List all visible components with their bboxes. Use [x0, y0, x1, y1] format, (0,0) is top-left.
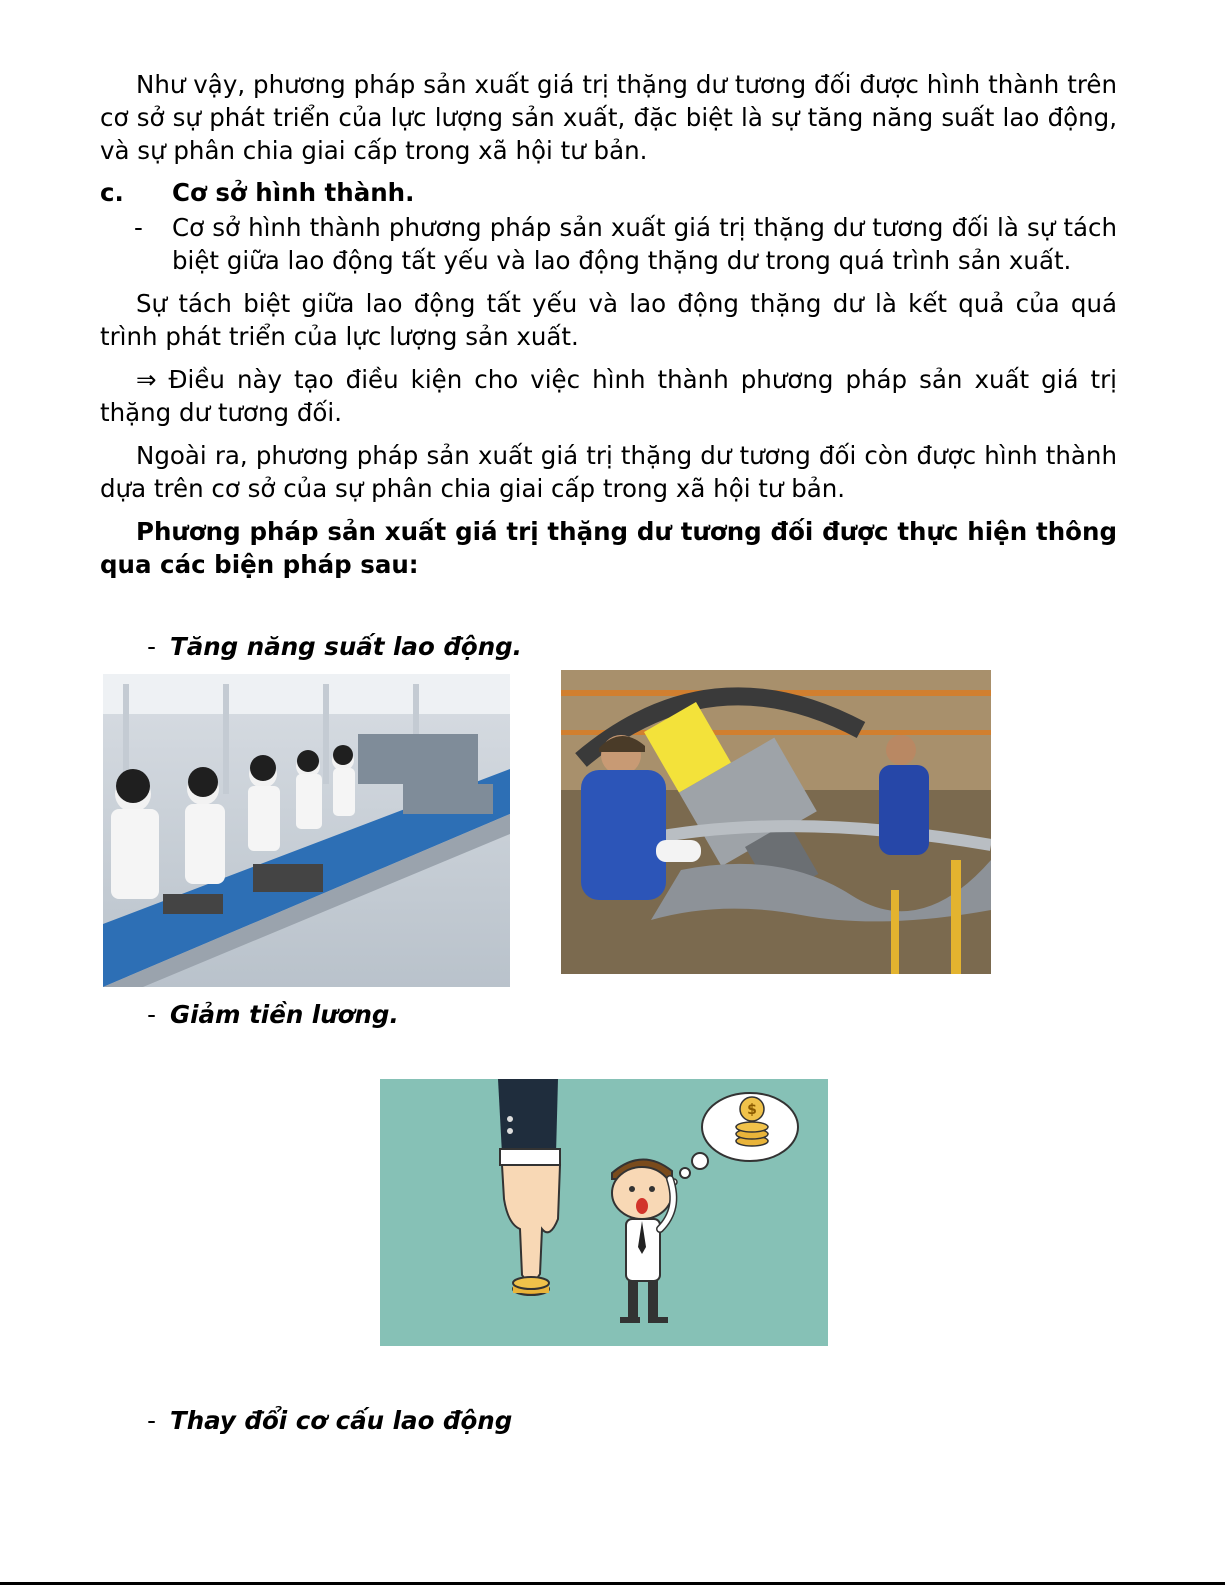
measure-label: Tăng năng suất lao động.	[170, 632, 522, 661]
measure-item-labor-structure	[100, 1404, 512, 1437]
paragraph-intro: Như vậy, phương pháp sản xuất giá trị thặng dư tương đối được hình thành trên cơ sở sự phát triển của lực lượng sản xuất, đặc biệt là sự tăng năng suất lao động, và sự phân chia giai cấp trong xã hội tư bản.	[100, 70, 1117, 165]
automotive-workers-photo	[561, 670, 991, 974]
list-dash: -	[147, 1000, 156, 1029]
document-page	[100, 68, 1117, 581]
section-number: c.	[100, 178, 124, 207]
wage-reduction-illustration	[380, 1079, 828, 1346]
list-dash: -	[147, 632, 156, 661]
section-title: Cơ sở hình thành.	[172, 178, 415, 207]
measure-item-productivity	[100, 630, 522, 663]
list-dash: -	[134, 213, 143, 242]
coin-dollar-sign: $	[747, 1102, 757, 1118]
paragraph-separation: Sự tách biệt giữa lao động tất yếu và lao động thặng dư là kết quả của quá trình phát triển của lực lượng sản xuất.	[100, 289, 1117, 351]
list-dash: -	[147, 1406, 156, 1435]
basis-list-item	[100, 211, 1117, 277]
basis-text: Cơ sở hình thành phương pháp sản xuất giá trị thặng dư tương đối là sự tách biệt giữa lao động tất yếu và lao động thặng dư trong quá trình sản xuất.	[172, 213, 1117, 275]
paragraph-class-division: Ngoài ra, phương pháp sản xuất giá trị thặng dư tương đối còn được hình thành dựa trên cơ sở của sự phân chia giai cấp trong xã hội tư bản.	[100, 441, 1117, 503]
measure-label: Giảm tiền lương.	[170, 1000, 399, 1029]
paragraph-conclusion: ⇒ Điều này tạo điều kiện cho việc hình thành phương pháp sản xuất giá trị thặng dư tương đối.	[100, 365, 1117, 427]
section-heading-c	[100, 176, 1117, 209]
factory-assembly-line-photo	[103, 674, 510, 987]
paragraph-measures-intro: Phương pháp sản xuất giá trị thặng dư tương đối được thực hiện thông qua các biện pháp sau:	[100, 517, 1117, 579]
measure-item-wage	[100, 998, 399, 1031]
measure-label: Thay đổi cơ cấu lao động	[170, 1406, 513, 1435]
